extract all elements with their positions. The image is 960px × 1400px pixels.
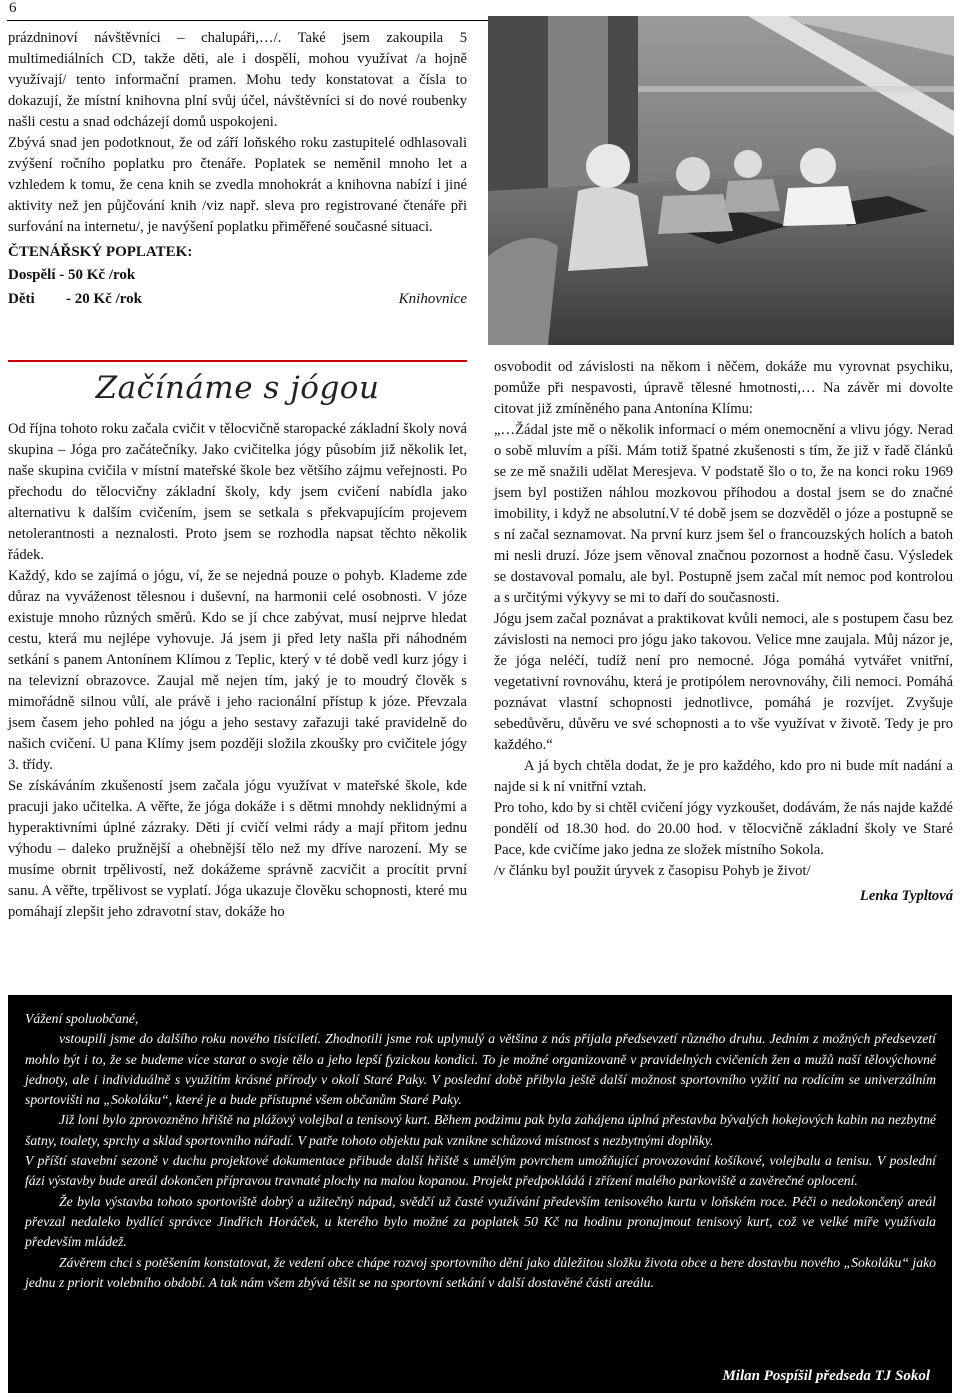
yoga-paragraph: Pro toho, kdo by si chtěl cvičení jógy vyzkoušet, dodávám, že nás najde každé pondělí od 18.30 hod. do 20.00 hod. v tělocvičně základní školy ve Staré Pace, kde cvičíme jako jedna ze složek místního Sokola. — [494, 800, 953, 858]
notice-paragraph: Již loni bylo zprovozněno hřiště na plážový volejbal a tenisový kurt. Během podzimu pak byla zahájena úplná přestavba bývalých hokejových kabin na nezbytné šatny, toalety, sprchy a sklad sportovního nářadí. V patře tohoto objektu pak vznikne schůzová místnost s nezbytnými doplňky. — [25, 1112, 936, 1148]
fee-adults: Dospělí - 50 Kč /rok — [8, 267, 136, 283]
notice-paragraph: Závěrem chci s potěšením konstatovat, že vedení obce chápe rozvoj sportovního dění jako důležitou složku života obce a bere dostavbu nového „Sokoláku“ jako jednu z priorit volebního období. A tak nám všem zbývá těšit se na sportovní setkání v další dostavěné části areálu. — [25, 1254, 936, 1290]
yoga-paragraph: A já bych chtěla dodat, že je pro každého, kdo pro ni bude mít nadání a najde si k ní vnitřní vztah. — [494, 758, 953, 795]
yoga-paragraph: Od října tohoto roku začala cvičit v tělocvičně staropacké základní školy nová skupina – Jóga pro začátečníky. Jako cvičitelka jógy působím již několik let, naše skupina cvičila v místní mateřské škole bez většího zájmu veřejnosti. Po přechodu do tělocvičny základní školy, kdy jsem cvičení nabídla jako alternativu k dalším cvičením, jsem se setkala s překvapujícím projevem netolerantnosti a neznalosti. Proto jsem se rozhodla napsat těchto několik řádek. — [8, 421, 467, 563]
fee-adults-row — [8, 263, 467, 287]
children-yoga-photo — [488, 16, 954, 345]
article-author: Lenka Typltová — [859, 888, 953, 904]
fee-heading: ČTENÁŘSKÝ POPLATEK: — [8, 244, 193, 260]
section-divider — [8, 360, 467, 362]
library-article-end — [8, 28, 467, 311]
library-paragraph: prázdninoví návštěvníci – chalupáři,…/. Také jsem zakoupila 5 multimediálních CD, takže děti, ale i dospělí, mohou využívat /a hojně využívají/ tento informační pramen. Mohu tedy konstatovat a čísla to dokazují, že místní knihovna plní svůj účel, návštěvníci si do nové roubenky našli cestu a snad odcházejí domů uspokojeni. — [8, 30, 467, 130]
notice-paragraph: Že byla výstavba tohoto sportoviště dobrý a užitečný nápad, svědčí už časté využívání především tenisového kurtu v loňském roce. Péči o nedokončený areál převzal nedaleko bydlící správce Jindřich Horáček, u kterého bylo možné za poplatek 50 Kč na hodinu pronajmout tenisový kurt, což ve velké míře využívala především mládež. — [25, 1193, 936, 1250]
photo-illustration — [488, 16, 954, 345]
yoga-article-left — [8, 419, 467, 923]
yoga-quote: „…Žádal jste mě o několik informací o mém onemocnění a vlivu jógy. Nerad o sobě mluvím a píši. Mám totiž špatné zkušenosti s tím, že již v řadě článků se ze mě snažili udělat Meresjeva. V podstatě šlo o to, že na konci roku 1969 jsem byl postižen náhlou mozkovou příhodou a dostal jsem se do značné imobility, i když ne absolutní.V té době jsem se dozvěděl o józe a postupně se s ní začal seznamovat. Na první kurz jsem šel o francouzských holích a batoh mi nesli druzí. Józe jsem věnoval značnou pozornost a hodně času. Výsledek se dostavoval pomalu, ale byl. Postupně jsem začal mít nemoc pod kontrolou a s určitými výkyvy se mi to daří do současnosti. — [494, 422, 953, 606]
yoga-source-note: /v článku byl použit úryvek z časopisu Pohyb je život/ — [494, 863, 811, 879]
article-title: Začínáme s jógou — [95, 370, 380, 406]
notice-paragraph: V příští stavební sezoně v duchu projektové dokumentace přibude další hřiště s umělým povrchem umožňující provozování košíkové, volejbalu a tenisu. V poslední fázi výstavby bude areál dokončen přípravou travnaté plochy na malou kopanou. Projekt předpokládá i zřízení malého parkoviště a zavěrečné oplocení. — [25, 1153, 936, 1189]
notice-greeting: Vážení spoluobčané, — [25, 1011, 139, 1026]
fee-children-row — [8, 287, 467, 311]
yoga-article-right — [494, 357, 953, 907]
library-paragraph: Zbývá snad jen podotknout, že od září loňského roku zastupitelé odhlasovali zvýšení ročního poplatku pro čtenáře. Poplatek se neměnil mnoho let a vzhledem k tomu, že cena knih se zvedla mnohokrát a knihovna nabízí i jiné aktivity než jen půjčování knih /viz např. sleva pro registrované čtenáře při surfování na internetu/, je navýšení poplatku přiměřené současné situaci. — [8, 135, 467, 235]
fee-children-value: - 20 Kč /rok — [66, 291, 142, 307]
yoga-paragraph: osvobodit od závislosti na někom i něčem, dokáže mu vyrovnat psychiku, pomůže při nespavosti, úpravě tělesné hmotnosti,… Na závěr mi dovolte citovat již zmíněného pana Antonína Klímu: — [494, 359, 953, 417]
article-source: Knihovnice — [398, 291, 467, 307]
yoga-paragraph: Každý, kdo se zajímá o jógu, ví, že se nejedná pouze o pohyb. Klademe zde důraz na vyváženost tělesnou i duševní, na harmonii celé osobnosti. V józe existuje mnoho různých směrů. Kdo se jí chce zabývat, musí nejprve hledat cestu, která mu nejlépe vyhovuje. Já jsem ji před lety našla při náhodném setkání s panem Antonínem Klímou z Teplic, který v té době vedl kurz jógy i na televizní obrazovce. Zaujal mě nejen tím, jaký je to moudrý člověk s mimořádně silnou vůlí, ale právě i jeho racionální přístup k józe. Převzala jsem časem jeho pohled na jógu a jeho sestavy zařazuji také pravidelně do našich cvičení. U pana Klímy jsem později složila zkoušky pro cvičitele jógy 3. třídy. — [8, 568, 467, 773]
page-number: 6 — [9, 0, 17, 16]
yoga-paragraph: Se získáváním zkušeností jsem začala jógu využívat v mateřské škole, kde pracuji jako učitelka. A věřte, že jóga dokáže i s dětmi mnohdy neklidnými a hyperaktivními úplné zázraky. Děti jí cvičí velmi rády a mají přitom jednu výhodu – daleko pružnější a ohebnější tělo než my dříve narození. My se musíme obrnit trpělivostí, než dokážeme správně zacvičit a procítit první sanu. A věřte, trpělivost se vyplatí. Jóga ukazuje člověku schopnosti, které mu pomáhají zlepšit jeho zdravotní stav, dokáže ho — [8, 778, 467, 920]
fee-children-label: Děti — [8, 291, 35, 307]
notice-signature: Milan Pospíšil předseda TJ Sokol — [722, 1368, 930, 1384]
sokol-notice-box — [8, 995, 952, 1393]
notice-paragraph: vstoupili jsme do dalšího roku nového tisíciletí. Zhodnotili jsme rok uplynulý a většina z nás přijala předsevzetí různého druhu. Jedním z možných předsevzetí mohlo být i to, že se budeme více starat o svoje tělo a jeho lepší fyzickou kondici. To je možné organizovaně v pravidelných cvičeních žen a mužů naší tělovýchovné jednoty, ale i individuálně s využitím krásné přírody v okolí Staré Paky. V poslední době přibyla ještě další možnost sportovního vyžití na rodícím se univerzálním sportovišti na „Sokoláku“, které je a bude přístupné všem občanům Staré Paky. — [25, 1031, 936, 1108]
yoga-quote: Jógu jsem začal poznávat a praktikovat kvůli nemoci, ale s postupem času bez závislosti na nemoci pro jógu jako takovou. Velice mne zaujala. Můj názor je, že jóga neléčí, tudíž není pro nemocné. Jóga pomáhá vytvářet vnitřní, vegetativní rovnováhu, která je protipólem nerovnováhy, čili nemoci. Pomáhá poznávat vlastní schopnosti jednotlivce, pomáhá je rozvíjet. Zvyšuje sebedůvěru, důvěru ve své schopnosti a to vše využívat v životě. Tedy je pro každého.“ — [494, 611, 953, 753]
